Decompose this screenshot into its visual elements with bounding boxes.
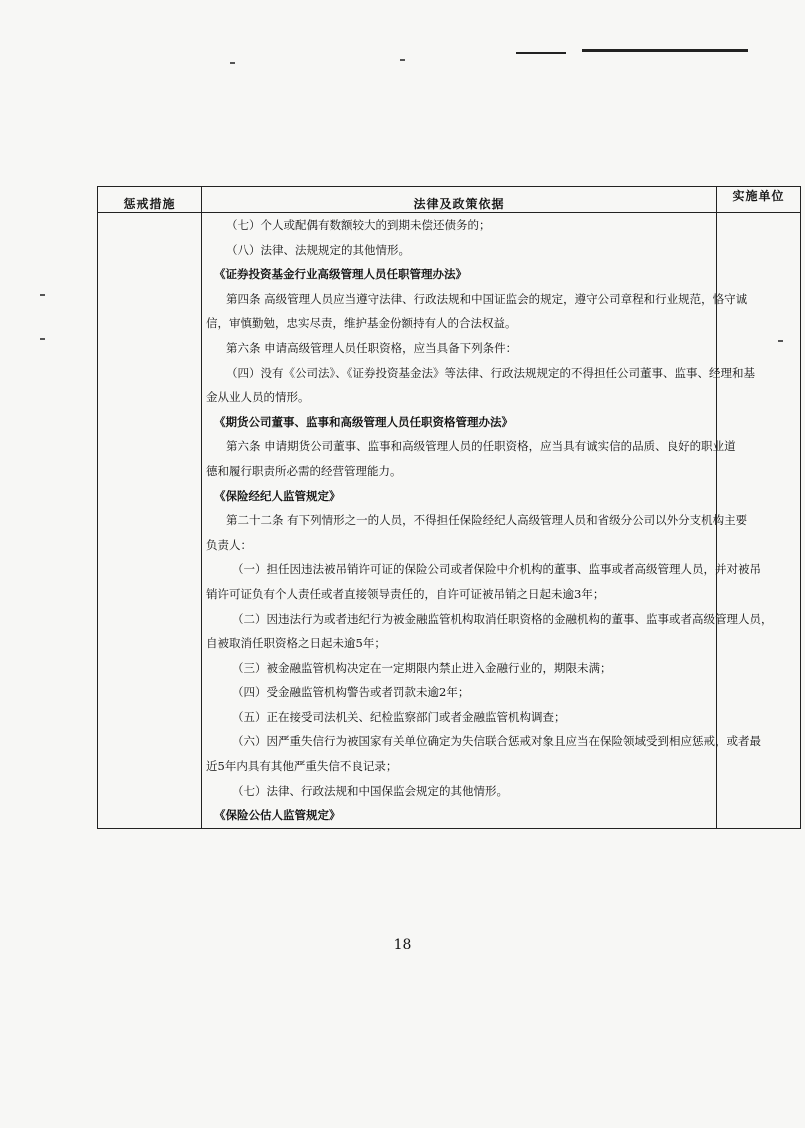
- header-unit: 实施单位: [717, 187, 801, 213]
- scan-speck: [400, 59, 405, 61]
- text-line: （七）个人或配偶有数额较大的到期未偿还债务的；: [226, 218, 491, 232]
- table-header-row: [98, 187, 801, 213]
- text-line: 信，审慎勤勉，忠实尽责，维护基金份额持有人的合法权益。: [206, 316, 517, 331]
- text-line: （一）担任因违法被吊销许可证的保险公司或者保险中介机构的董事、监事或者高级管理人员，并对被吊: [232, 562, 761, 577]
- scan-artifact-line: [582, 49, 748, 52]
- text-line: 近5年内具有其他严重失信不良记录；: [206, 759, 398, 774]
- text-line: （二）因违法行为或者违纪行为被金融监管机构取消任职资格的金融机构的董事、监事或者高级管理人员，: [232, 611, 773, 626]
- measures-cell: [98, 213, 202, 829]
- text-line: （四）没有《公司法》、《证券投资基金法》等法律、行政法规规定的不得担任公司董事、监事、经理和基: [226, 365, 755, 380]
- regulation-title: 《保险公估人监管规定》: [214, 808, 341, 823]
- text-line: 第四条 高级管理人员应当遵守法律、行政法规和中国证监会的规定，遵守公司章程和行业规范，恪守诚: [226, 291, 748, 306]
- basis-text-block: [202, 213, 773, 828]
- text-line: （五）正在接受司法机关、纪检监察部门或者金融监管机构调查；: [232, 709, 566, 724]
- text-line: 金从业人员的情形。: [206, 390, 310, 405]
- scan-speck: [40, 294, 45, 296]
- text-line: 负责人：: [206, 537, 252, 552]
- header-measures: 惩戒措施: [98, 187, 202, 213]
- text-line: 第六条 申请高级管理人员任职资格，应当具备下列条件：: [226, 340, 518, 355]
- regulation-title: 《期货公司董事、监事和高级管理人员任职资格管理办法》: [214, 414, 513, 429]
- regulation-title: 《保险经纪人监管规定》: [214, 488, 341, 503]
- text-line: （七）法律、行政法规和中国保监会规定的其他情形。: [232, 783, 508, 798]
- basis-cell: [202, 213, 773, 829]
- text-line: 德和履行职责所必需的经营管理能力。: [206, 463, 402, 478]
- scan-artifact-line: [516, 52, 566, 54]
- text-line: （四）受金融监管机构警告或者罚款未逾2年；: [232, 685, 470, 700]
- scan-speck: [230, 62, 235, 64]
- text-line: （六）因严重失信行为被国家有关单位确定为失信联合惩戒对象且应当在保险领域受到相应惩戒，或者最: [232, 734, 761, 749]
- header-basis: 法律及政策依据: [202, 187, 717, 213]
- text-line: 第六条 申请期货公司董事、监事和高级管理人员的任职资格，应当具有诚实信的品质、良好的职业道: [226, 439, 736, 454]
- text-line: 自被取消任职资格之日起未逾5年；: [206, 636, 386, 651]
- regulation-title: 《证券投资基金行业高级管理人员任职管理办法》: [214, 267, 467, 282]
- text-line: （三）被金融监管机构决定在一定期限内禁止进入金融行业的，期限未满；: [232, 660, 612, 675]
- text-line: （八）法律、法规规定的其他情形。: [226, 242, 410, 257]
- text-line: 销许可证负有个人责任或者直接领导责任的，自许可证被吊销之日起未逾3年；: [206, 586, 605, 601]
- policy-basis-table: [97, 186, 801, 829]
- text-line: 第二十二条 有下列情形之一的人员，不得担任保险经纪人高级管理人员和省级分公司以外分支机构主要: [226, 513, 748, 528]
- table-body-row: [98, 213, 801, 829]
- page-number: 18: [393, 937, 412, 953]
- scan-speck: [40, 338, 45, 340]
